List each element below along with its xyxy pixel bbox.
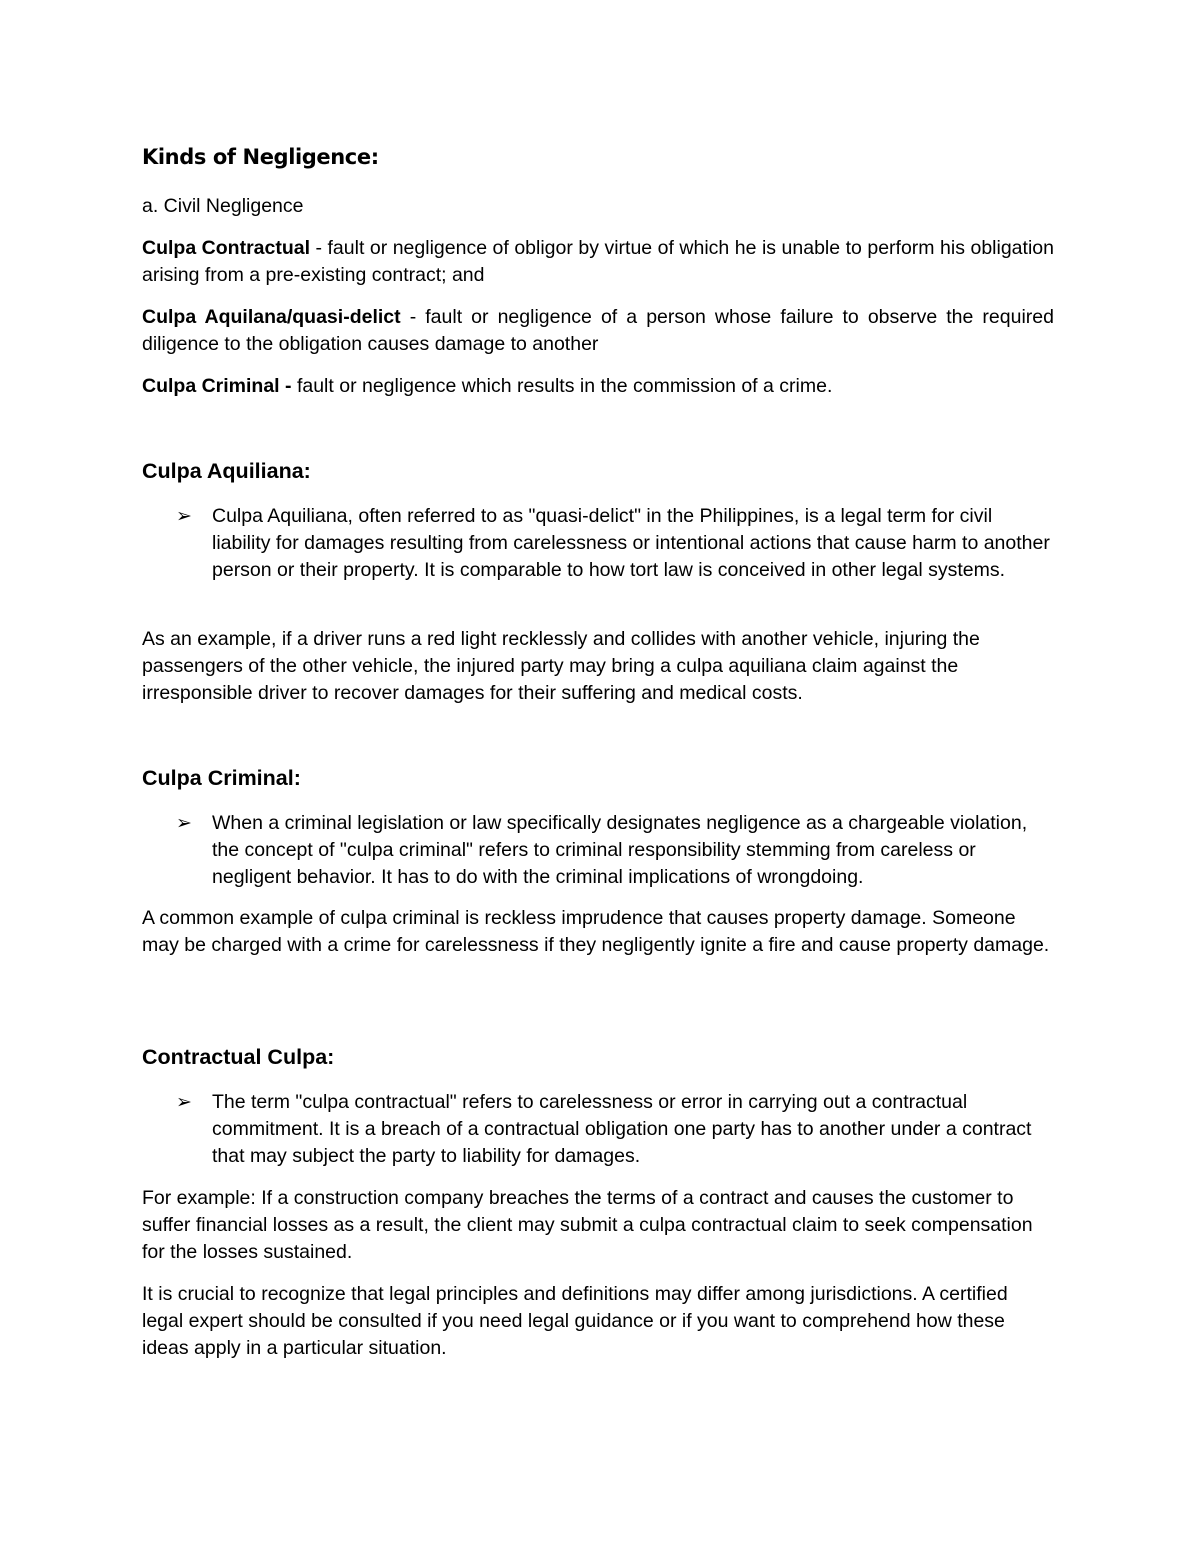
example-paragraph: A common example of culpa criminal is reckless imprudence that causes property damage. Someone may be charged with a crime for carelessness if they negligently ignite a fire and cause property damage.: [142, 907, 1050, 956]
arrow-bullet-icon: ➢: [176, 505, 192, 527]
definition-separator: -: [310, 237, 328, 259]
arrow-bullet-icon: ➢: [176, 1091, 192, 1113]
example-paragraph: As an example, if a driver runs a red light recklessly and collides with another vehicle, injuring the passengers of the other vehicle, the injured party may bring a culpa aquiliana claim against the irresponsible driver to recover damages for their suffering and medical costs.: [142, 628, 980, 704]
document-title: Kinds of Negligence:: [142, 145, 379, 169]
example-paragraph: For example: If a construction company breaches the terms of a contract and causes the customer to suffer financial losses as a result, the client may submit a culpa contractual claim to seek compensation for the losses sustained.: [142, 1187, 1033, 1263]
arrow-bullet-icon: ➢: [176, 812, 192, 834]
definition-culpa-criminal: [142, 373, 1054, 400]
bullet-text: When a criminal legislation or law specifically designates negligence as a chargeable violation, the concept of "culpa criminal" refers to criminal responsibility stemming from careless or negligent behavior. It has to do with the criminal implications of wrongdoing.: [212, 812, 1028, 888]
definition-separator: -: [400, 306, 426, 328]
definition-text: fault or negligence of obligor by virtue of which he is unable to perform his obligation arising from a pre-existing contract; and: [142, 237, 1054, 286]
section-heading-culpa-criminal: Culpa Criminal:: [142, 766, 301, 790]
section-heading-contractual-culpa: Contractual Culpa:: [142, 1045, 335, 1069]
definition-term: Culpa Aquilana/quasi-delict: [142, 306, 401, 328]
bullet-text: The term "culpa contractual" refers to carelessness or error in carrying out a contractual commitment. It is a breach of a contractual obligation one party has to another under a contract that may subject the party to liability for damages.: [212, 1091, 1032, 1167]
definition-text: fault or negligence which results in the commission of a crime.: [296, 375, 833, 397]
definition-culpa-contractual: [142, 235, 1054, 289]
civil-negligence-subheading: a. Civil Negligence: [142, 195, 304, 217]
closing-paragraph: It is crucial to recognize that legal principles and definitions may differ among jurisdictions. A certified legal expert should be consulted if you need legal guidance or if you want to comprehend how these ideas apply in a particular situation.: [142, 1283, 1008, 1359]
definition-culpa-aquilana: [142, 304, 1054, 358]
definition-text: fault or negligence of a person whose failure to observe the required diligence to the obligation causes damage to another: [142, 306, 1054, 355]
bullet-text: Culpa Aquiliana, often referred to as "quasi-delict" in the Philippines, is a legal term for civil liability for damages resulting from carelessness or intentional actions that cause harm to another person or their property. It is comparable to how tort law is conceived in other legal systems.: [212, 505, 1050, 581]
section-heading-culpa-aquiliana: Culpa Aquiliana:: [142, 459, 311, 483]
definition-term: Culpa Contractual: [142, 237, 311, 259]
definition-term: Culpa Criminal -: [142, 375, 292, 397]
